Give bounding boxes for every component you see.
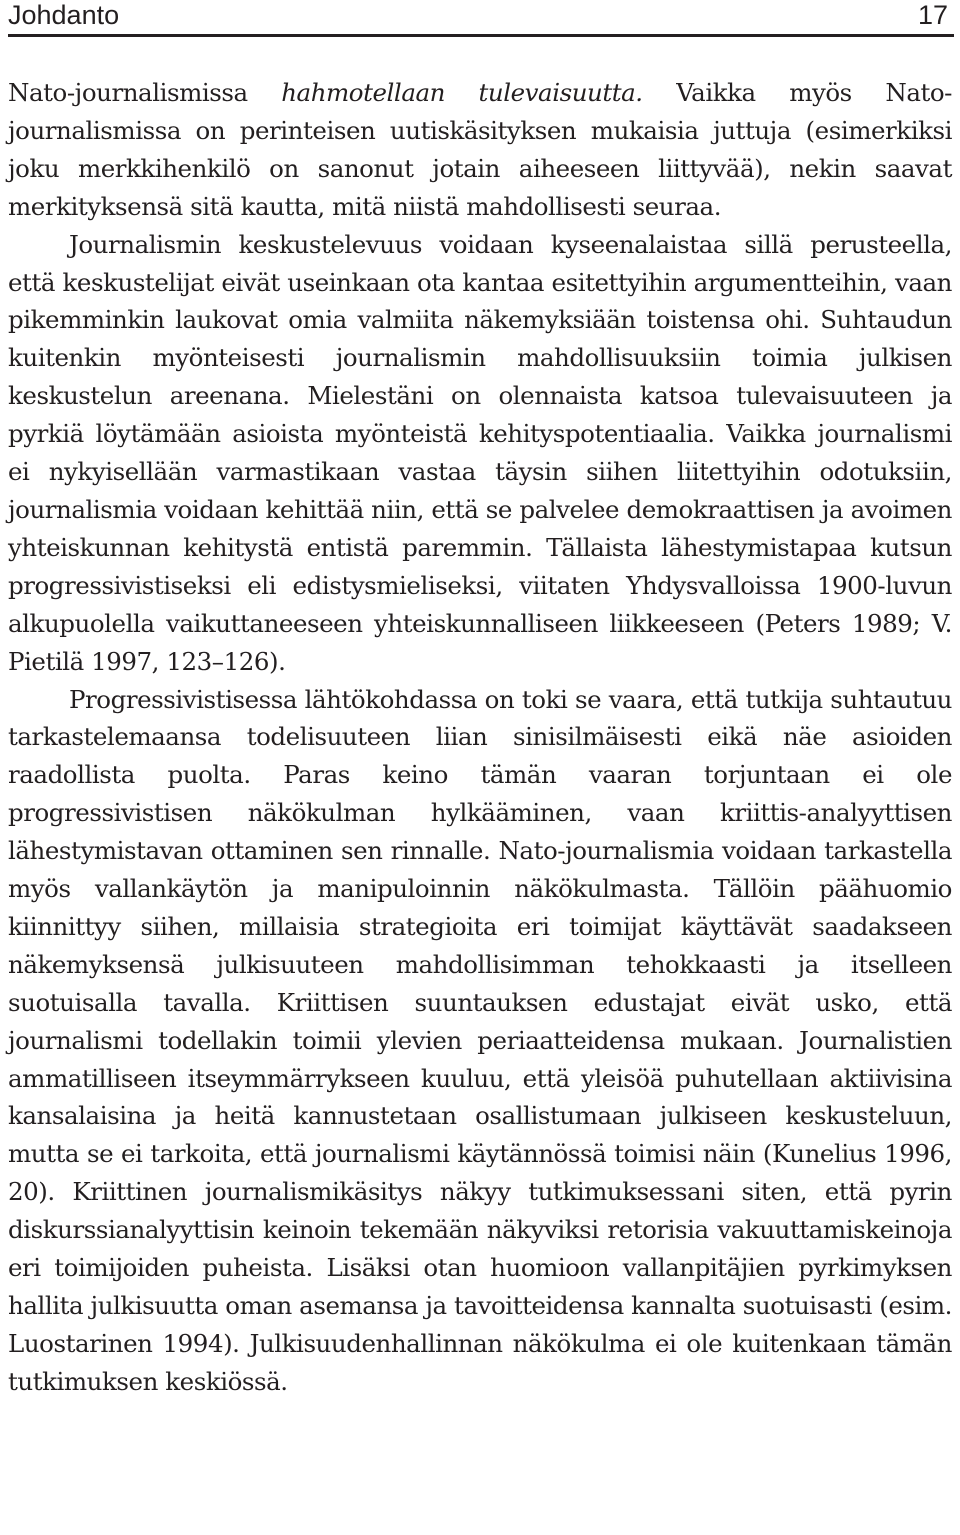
paragraph-2: Journalismin keskustelevuus voidaan kyseenalaistaa sillä perusteella, että keskustelijat eivät useinkaan ota kantaa esitettyihin argumentteihin, vaan pikemminkin laukovat omia valmiita näkemyksiään toistensa ohi. Suhtaudun kuitenkin myönteisesti journalismin mahdollisuuksiin toimia julkisen keskustelun areenana. Mielestäni on olennaista katsoa tulevaisuuteen ja pyrkiä löytämään asioista myönteistä kehityspotentiaalia. Vaikka journalismi ei nykyisellään varmastikaan vastaa täysin siihen liitettyihin odotuksiin, journalismia voidaan kehittää niin, että se palvelee demokraattisen ja avoimen yhteiskunnan kehitystä entistä paremmin. Tällaista lähestymistapaa kutsun progressivistiseksi eli edistysmieliseksi, viitaten Yhdysvalloissa 1900-luvun alkupuolella vaikuttaneeseen yhteiskunnalliseen liikkeeseen (Peters 1989; V. Pietilä 1997, 123–126). bbox=[8, 229, 952, 676]
paragraph-1-emphasis: hahmotellaan tulevaisuutta. bbox=[281, 78, 643, 107]
page-number: 17 bbox=[917, 0, 948, 30]
paragraph-1-lead: Nato-journalismissa bbox=[8, 78, 282, 107]
paragraph-3: Progressivistisessa lähtökohdassa on toki se vaara, että tutkija suhtautuu tarkastelemaansa todelisuuteen liian sinisilmäisesti eikä näe asioiden raadollista puolta. Paras keino tämän vaaran torjuntaan ei ole progressivistisen näkökulman hylkääminen, vaan kriittis-analyyttisen lähestymistavan ottaminen sen rinnalle. Nato-journalismia voidaan tarkastella myös vallankäytön ja manipuloinnin näkökulmasta. Tällöin päähuomio kiinnittyy siihen, millaisia strategioita eri toimijat käyttävät saadakseen näkemyksensä julkisuuteen mahdollisimman tehokkaasti ja itselleen suotuisalla tavalla. Kriittisen suuntauksen edustajat eivät usko, että journalismi todellakin toimii ylevien periaatteidensa mukaan. Journalistien ammatilliseen itseymmärrykseen kuuluu, että yleisöä puhutellaan aktiivisina kansalaisina ja heitä kannustetaan osallistumaan julkiseen keskusteluun, mutta se ei tarkoita, että journalismi käytännössä toimisi näin (Kunelius 1996, 20). Kriittinen journalismikäsitys näkyy tutkimuksessani siten, että pyrin diskurssianalyyttisin keinoin tekemään näkyviksi retorisia vakuuttamiskeinoja eri toimijoiden puheista. Lisäksi otan huomioon vallanpitäjien pyrkimyksen hallita julkisuutta oman asemansa ja tavoitteidensa kannalta suotuisasti (esim. Luostarinen 1994). Julkisuudenhallinnan näkökulma ei ole kuitenkaan tämän tutkimuksen keskiössä. bbox=[8, 684, 952, 1396]
chapter-title: Johdanto bbox=[8, 0, 120, 30]
body-text bbox=[8, 74, 952, 1401]
paragraph-1 bbox=[8, 74, 952, 226]
paragraph-1-text: Vaikka myös Nato-journalismissa on perinteisen uutiskäsityksen mukaisia juttuja (esimerkiksi joku merkkihenkilö on sanonut jotain aiheeseen liittyvää), nekin saavat merkityksensä sitä kautta, mitä niistä mahdollisesti seuraa. bbox=[8, 78, 953, 221]
running-header bbox=[8, 0, 954, 37]
